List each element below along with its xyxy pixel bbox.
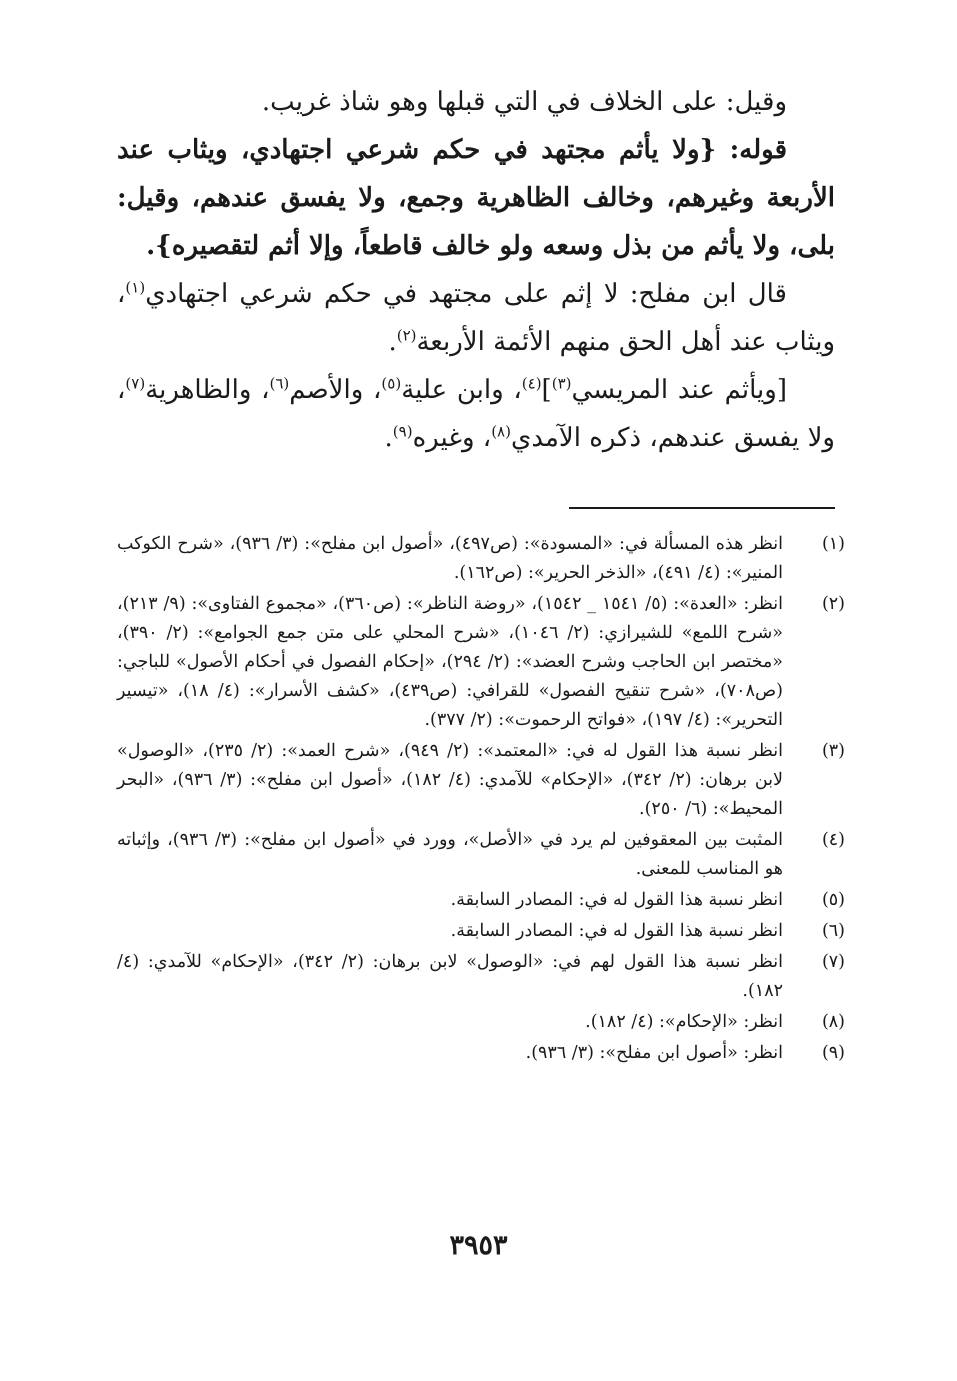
footnote-8 <box>117 1008 845 1037</box>
footnote-2 <box>117 590 845 735</box>
footnote-6 <box>117 917 845 946</box>
footnote-ref-4[interactable]: (٤) <box>521 374 542 393</box>
paragraph-4-text: ، وغيره <box>412 423 492 453</box>
paragraph-3-text: ، ويثاب عند أهل الحق منهم الأئمة الأربعة <box>117 279 835 357</box>
footnote-ref-2[interactable]: (٢) <box>396 326 417 345</box>
paragraph-4-text: ، والأصم <box>289 375 382 405</box>
footnote-ref-6[interactable]: (٦) <box>269 374 290 393</box>
footnote-separator <box>569 507 835 509</box>
footnote-4 <box>117 826 845 884</box>
paragraph-4-text: ، ولا يفسق عندهم، ذكره الآمدي <box>117 375 835 453</box>
footnote-ref-8[interactable]: (٨) <box>491 422 511 441</box>
footnote-7 <box>117 948 845 1006</box>
paragraph-2-quoted-text: قوله: {ولا يأثم مجتهد في حكم شرعي اجتهادي، ويثاب عند الأربعة وغيرهم، وخالف الظاهرية وجمع، ولا يفسق عندهم، وقيل: بلى، ولا يأثم من بذل وسعه ولو خالف قاطعاً، وإلا أثم لتقصيره}. <box>117 135 835 261</box>
footnote-text: انظر نسبة هذا القول لهم في: «الوصول» لابن برهان: (٢/ ٣٤٢)، «الإحكام» للآمدي: (٤/ ١٨٢). <box>117 952 783 1001</box>
footnote-ref-7[interactable]: (٧) <box>125 374 146 393</box>
paragraph-4-text: ، وابن علية <box>401 375 522 405</box>
footnote-number: (٥) <box>821 890 845 910</box>
footnotes <box>117 530 845 1070</box>
footnote-9 <box>117 1039 845 1068</box>
paragraph-1: وقيل: على الخلاف في التي قبلها وهو شاذ غريب. <box>261 87 787 117</box>
footnote-number: (٢) <box>821 594 845 614</box>
footnote-number: (٧) <box>821 952 845 972</box>
footnote-ref-3[interactable]: (٣) <box>551 374 572 393</box>
footnote-number: (٩) <box>821 1043 845 1063</box>
footnote-ref-5[interactable]: (٥) <box>381 374 402 393</box>
footnote-3 <box>117 737 845 824</box>
footnote-text: انظر نسبة هذا القول له في: المصادر السابقة. <box>450 921 783 941</box>
footnote-ref-1[interactable]: (١) <box>125 278 146 297</box>
footnote-number: (٦) <box>821 921 845 941</box>
paragraph-3 <box>117 270 835 366</box>
footnote-5 <box>117 886 845 915</box>
paragraph-4-text: ] <box>541 375 552 405</box>
paragraph-4 <box>117 366 835 462</box>
footnote-number: (٤) <box>821 830 845 850</box>
paragraph-4-text: [ويأثم عند المريسي <box>571 375 787 405</box>
footnote-number: (٨) <box>821 1012 845 1032</box>
paragraph-3-text: قال ابن مفلح: لا إثم على مجتهد في حكم شرعي اجتهادي <box>145 279 787 309</box>
paragraph-4-text: . <box>384 423 393 453</box>
footnote-number: (١) <box>821 534 845 554</box>
footnote-number: (٣) <box>821 741 845 761</box>
footnote-text: انظر: «أصول ابن مفلح»: (٣/ ٩٣٦). <box>525 1043 783 1063</box>
footnote-text: انظر: «العدة»: (٥/ ١٥٤١ _ ١٥٤٢)، «روضة الناظر»: (ص٣٦٠)، «مجموع الفتاوى»: (٩/ ٢١٣)، «شرح اللمع» للشيرازي: (٢/ ١٠٤٦)، «شرح المحلي على متن جمع الجوامع»: (٢/ ٣٩٠)، «مختصر ابن الحاجب وشرح العضد»: (٢/ ٢٩٤)، «إحكام الفصول في أحكام الأصول» للباجي: (ص٧٠٨)، «شرح تنقيح الفصول» للقرافي: (ص٤٣٩)، «كشف الأسرار»: (٤/ ١٨)، «تيسير التحرير»: (٤/ ١٩٧)، «فواتح الرحموت»: (٢/ ٣٧٧). <box>117 594 783 730</box>
paragraph-3-text: . <box>388 327 397 357</box>
footnote-text: انظر هذه المسألة في: «المسودة»: (ص٤٩٧)، «أصول ابن مفلح»: (٣/ ٩٣٦)، «شرح الكوكب المنير»: (٤/ ٤٩١)، «الذخر الحرير»: (ص١٦٢). <box>117 534 783 583</box>
main-text <box>117 78 835 462</box>
footnote-text: انظر نسبة هذا القول له في: «المعتمد»: (٢/ ٩٤٩)، «شرح العمد»: (٢/ ٢٣٥)، «الوصول» لابن برهان: (٢/ ٣٤٢)، «الإحكام» للآمدي: (٤/ ١٨٢)، «أصول ابن مفلح»: (٣/ ٩٣٦)، «البحر المحيط»: (٦/ ٢٥٠). <box>117 741 783 819</box>
footnote-text: انظر نسبة هذا القول له في: المصادر السابقة. <box>450 890 783 910</box>
footnote-ref-9[interactable]: (٩) <box>392 422 413 441</box>
footnote-1 <box>117 530 845 588</box>
paragraph-4-text: ، والظاهرية <box>145 375 270 405</box>
page-number: ٣٩٥٣ <box>449 1230 508 1261</box>
footnote-text: انظر: «الإحكام»: (٤/ ١٨٢). <box>585 1012 783 1032</box>
footnote-text: المثبت بين المعقوفين لم يرد في «الأصل»، وورد في «أصول ابن مفلح»: (٣/ ٩٣٦)، وإثباته هو المناسب للمعنى. <box>117 830 784 879</box>
